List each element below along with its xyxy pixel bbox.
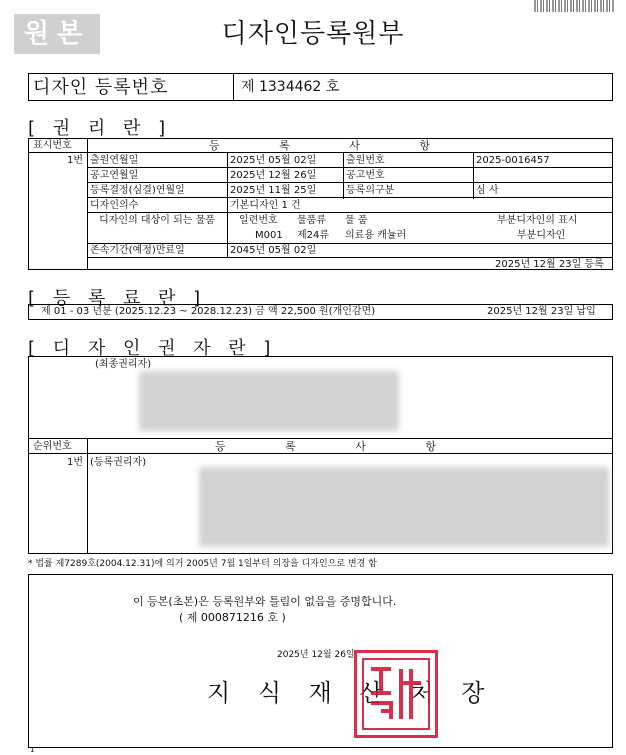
registration-type-label: 등록의구분 <box>346 185 395 196</box>
final-holder-label: (최종권리자) <box>95 359 152 370</box>
subject-partial-value: 부분디자인 <box>517 230 566 241</box>
application-number-label: 출원번호 <box>346 155 385 166</box>
subject-article-label: 디자인의 대상이 되는 물품 <box>99 215 215 226</box>
registration-type-value: 심 사 <box>476 185 499 196</box>
holder-row-no: 1번 <box>67 457 84 468</box>
filing-date-value: 2025년 05월 02일 <box>230 155 317 166</box>
registration-number-box <box>28 73 613 101</box>
final-holder-box <box>28 356 613 443</box>
subject-header-article: 물 품 <box>345 215 368 226</box>
rights-col-header-content: 등 록 사 항 <box>209 139 458 152</box>
registration-number-value: 제 1334462 호 <box>241 79 340 95</box>
fee-paid-date: 2025년 12월 23일 납입 <box>487 306 596 317</box>
rights-table <box>28 138 613 270</box>
subject-serial-value: M001 <box>255 230 283 241</box>
official-seal-icon <box>354 650 438 738</box>
rights-row-no: 1번 <box>67 155 84 166</box>
subject-header-serial: 일련번호 <box>239 215 278 226</box>
page-number: 1 <box>30 746 35 754</box>
certificate-box <box>28 574 613 748</box>
holder-col-header-content: 등 록 사 항 <box>215 440 464 453</box>
expiry-date-label: 존속기간(예정)만료일 <box>90 245 185 256</box>
holder-col-header-no: 순위번호 <box>33 441 72 452</box>
rights-col-header-no: 표시번호 <box>33 140 72 151</box>
fee-period-amount: 제 01 - 03 년분 (2025.12.23 ~ 2028.12.23) 금 액 22,500 원(개인감면) <box>41 306 376 317</box>
holder-table <box>28 438 613 554</box>
application-number-value: 2025-0016457 <box>476 155 550 166</box>
redacted-registrant <box>199 467 609 547</box>
registration-date: 2025년 12월 23일 등록 <box>495 259 604 270</box>
registration-number-label: 디자인 등록번호 <box>29 74 234 100</box>
original-badge: 원본 <box>14 14 100 54</box>
subject-class-value: 제24류 <box>297 230 330 241</box>
document-title: 디자인등록원부 <box>221 19 405 49</box>
barcode-image <box>534 0 614 12</box>
design-count-value: 기본디자인 1 건 <box>230 200 301 211</box>
fee-row <box>28 304 613 320</box>
subject-header-class: 물품류 <box>297 215 326 226</box>
holder-section-title: [ 디 자 인 권 자 란 ] <box>28 338 277 359</box>
redacted-final-holder <box>139 371 399 431</box>
footnote: * 법률 제7289호(2004.12.31)에 의거 2005년 7월 1일부터 의장을 디자인으로 변경 함 <box>28 559 377 569</box>
publication-date-label: 공고연월일 <box>90 170 139 181</box>
filing-date-label: 출원연월일 <box>90 155 139 166</box>
publication-number-label: 공고번호 <box>346 170 385 181</box>
certificate-date: 2025년 12월 26일 <box>277 650 355 660</box>
registrant-label: (등록권리자) <box>90 457 147 468</box>
fee-section-title: [ 등 록 료 란 ] <box>28 288 207 309</box>
decision-date-value: 2025년 11월 25일 <box>230 185 317 196</box>
certificate-number: ( 제 000871216 호 ) <box>179 611 286 624</box>
issuer-name: 지 식 재 산 처 장 <box>207 679 495 707</box>
decision-date-label: 등록결정(심결)연월일 <box>90 185 185 196</box>
publication-date-value: 2025년 12월 26일 <box>230 170 317 181</box>
certificate-statement: 이 등본(초본)은 등록원부와 틀림이 없음을 증명합니다. <box>133 595 397 608</box>
subject-header-partial: 부분디자인의 표시 <box>497 215 578 226</box>
expiry-date-value: 2045년 05월 02일 <box>230 245 317 256</box>
design-count-label: 디자인의수 <box>90 200 139 211</box>
rights-section-title: [ 권 리 란 ] <box>28 118 172 139</box>
subject-article-value: 의료용 캐뉼러 <box>345 230 407 241</box>
